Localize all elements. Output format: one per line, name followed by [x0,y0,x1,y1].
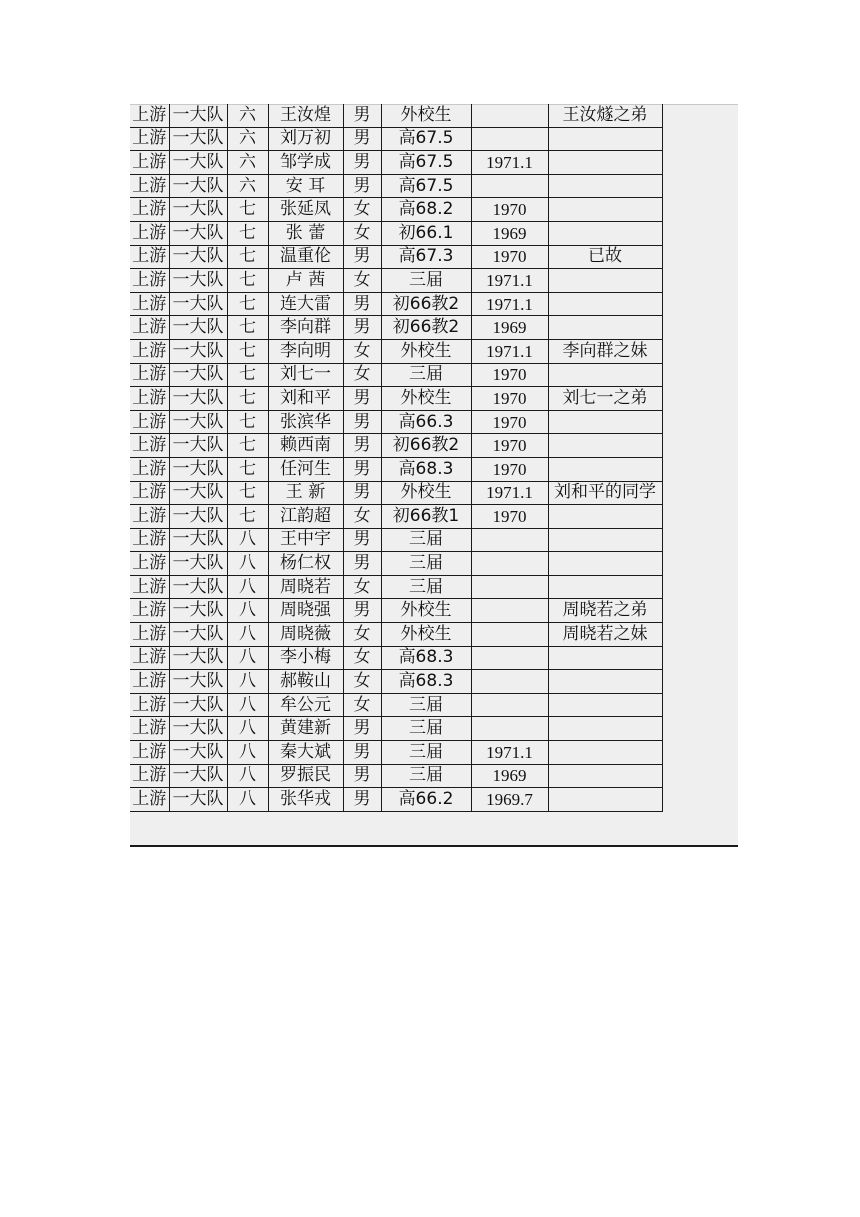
brigade-cell: 一大队 [169,599,227,623]
team-cell: 六 [227,151,268,175]
name-cell: 安 耳 [268,174,343,198]
commune-cell: 上游 [130,387,169,411]
note-cell [548,221,662,245]
brigade-cell: 一大队 [169,387,227,411]
note-cell [548,151,662,175]
brigade-cell: 一大队 [169,693,227,717]
school-class-cell: 外校生 [381,339,471,363]
team-cell: 七 [227,269,268,293]
team-cell: 八 [227,646,268,670]
table-row [130,741,662,765]
name-cell: 杨仁权 [268,552,343,576]
school-class-cell: 初66教2 [381,316,471,340]
year-cell [471,599,548,623]
table-row [130,481,662,505]
year-cell [471,127,548,151]
note-cell [548,505,662,529]
table-row [130,717,662,741]
commune-cell: 上游 [130,245,169,269]
year-cell [471,623,548,647]
note-cell [548,457,662,481]
year-cell: 1970 [471,434,548,458]
note-cell [548,174,662,198]
team-cell: 七 [227,292,268,316]
commune-cell: 上游 [130,599,169,623]
table-row [130,174,662,198]
school-class-cell: 初66教2 [381,434,471,458]
brigade-cell: 一大队 [169,741,227,765]
brigade-cell: 一大队 [169,339,227,363]
table-row [130,387,662,411]
school-class-cell: 高68.3 [381,646,471,670]
roster-table [130,104,663,812]
brigade-cell: 一大队 [169,646,227,670]
year-cell [471,528,548,552]
note-cell: 李向群之妹 [548,339,662,363]
gender-cell: 男 [343,245,381,269]
gender-cell: 女 [343,670,381,694]
brigade-cell: 一大队 [169,245,227,269]
school-class-cell: 高67.5 [381,174,471,198]
team-cell: 七 [227,245,268,269]
roster-table-body [130,104,662,811]
table-row [130,363,662,387]
team-cell: 七 [227,410,268,434]
name-cell: 周晓强 [268,599,343,623]
commune-cell: 上游 [130,670,169,694]
year-cell: 1971.1 [471,269,548,293]
gender-cell: 男 [343,104,381,127]
table-row [130,788,662,812]
year-cell: 1971.1 [471,292,548,316]
year-cell [471,575,548,599]
brigade-cell: 一大队 [169,292,227,316]
gender-cell: 男 [343,316,381,340]
gender-cell: 女 [343,575,381,599]
commune-cell: 上游 [130,269,169,293]
school-class-cell: 高66.2 [381,788,471,812]
note-cell [548,198,662,222]
team-cell: 八 [227,741,268,765]
note-cell: 刘七一之弟 [548,387,662,411]
gender-cell: 女 [343,646,381,670]
gender-cell: 男 [343,717,381,741]
brigade-cell: 一大队 [169,316,227,340]
school-class-cell: 初66.1 [381,221,471,245]
gender-cell: 男 [343,481,381,505]
school-class-cell: 高68.3 [381,457,471,481]
table-row [130,575,662,599]
table-row [130,528,662,552]
brigade-cell: 一大队 [169,670,227,694]
school-class-cell: 外校生 [381,104,471,127]
gender-cell: 男 [343,457,381,481]
team-cell: 八 [227,623,268,647]
table-row [130,221,662,245]
name-cell: 江韵超 [268,505,343,529]
brigade-cell: 一大队 [169,717,227,741]
note-cell [548,741,662,765]
commune-cell: 上游 [130,127,169,151]
brigade-cell: 一大队 [169,505,227,529]
gender-cell: 男 [343,599,381,623]
brigade-cell: 一大队 [169,528,227,552]
table-row [130,292,662,316]
name-cell: 张 蕾 [268,221,343,245]
table-row [130,410,662,434]
note-cell [548,363,662,387]
team-cell: 七 [227,221,268,245]
gender-cell: 女 [343,505,381,529]
year-cell: 1971.1 [471,339,548,363]
table-row [130,505,662,529]
brigade-cell: 一大队 [169,269,227,293]
brigade-cell: 一大队 [169,457,227,481]
year-cell [471,717,548,741]
roster-sheet-photo [130,104,738,847]
name-cell: 邹学成 [268,151,343,175]
commune-cell: 上游 [130,764,169,788]
gender-cell: 男 [343,127,381,151]
name-cell: 任河生 [268,457,343,481]
team-cell: 八 [227,528,268,552]
name-cell: 李小梅 [268,646,343,670]
commune-cell: 上游 [130,575,169,599]
brigade-cell: 一大队 [169,552,227,576]
commune-cell: 上游 [130,174,169,198]
table-row [130,339,662,363]
commune-cell: 上游 [130,457,169,481]
note-cell [548,269,662,293]
year-cell: 1970 [471,363,548,387]
year-cell: 1970 [471,505,548,529]
commune-cell: 上游 [130,741,169,765]
commune-cell: 上游 [130,339,169,363]
year-cell [471,552,548,576]
school-class-cell: 高68.3 [381,670,471,694]
table-row [130,670,662,694]
table-row [130,245,662,269]
table-row [130,104,662,127]
brigade-cell: 一大队 [169,410,227,434]
school-class-cell: 三届 [381,717,471,741]
name-cell: 李向明 [268,339,343,363]
team-cell: 七 [227,363,268,387]
year-cell: 1970 [471,245,548,269]
year-cell [471,646,548,670]
brigade-cell: 一大队 [169,151,227,175]
table-row [130,693,662,717]
note-cell [548,434,662,458]
commune-cell: 上游 [130,623,169,647]
gender-cell: 女 [343,363,381,387]
gender-cell: 女 [343,269,381,293]
year-cell: 1969 [471,221,548,245]
name-cell: 刘七一 [268,363,343,387]
year-cell: 1971.1 [471,481,548,505]
school-class-cell: 外校生 [381,387,471,411]
table-row [130,198,662,222]
note-cell [548,717,662,741]
name-cell: 牟公元 [268,693,343,717]
brigade-cell: 一大队 [169,764,227,788]
gender-cell: 男 [343,151,381,175]
team-cell: 七 [227,481,268,505]
table-row [130,151,662,175]
brigade-cell: 一大队 [169,363,227,387]
commune-cell: 上游 [130,646,169,670]
commune-cell: 上游 [130,693,169,717]
brigade-cell: 一大队 [169,481,227,505]
gender-cell: 女 [343,221,381,245]
commune-cell: 上游 [130,434,169,458]
note-cell [548,528,662,552]
team-cell: 七 [227,505,268,529]
commune-cell: 上游 [130,198,169,222]
gender-cell: 女 [343,623,381,647]
note-cell [548,292,662,316]
name-cell: 刘万初 [268,127,343,151]
year-cell: 1971.1 [471,151,548,175]
sheet-bottom-line [130,845,738,847]
name-cell: 郝鞍山 [268,670,343,694]
note-cell: 刘和平的同学 [548,481,662,505]
team-cell: 六 [227,104,268,127]
year-cell [471,693,548,717]
gender-cell: 男 [343,434,381,458]
brigade-cell: 一大队 [169,221,227,245]
school-class-cell: 三届 [381,575,471,599]
name-cell: 王中宇 [268,528,343,552]
note-cell [548,788,662,812]
team-cell: 八 [227,599,268,623]
school-class-cell: 三届 [381,741,471,765]
commune-cell: 上游 [130,481,169,505]
note-cell: 王汝燧之弟 [548,104,662,127]
commune-cell: 上游 [130,788,169,812]
school-class-cell: 初66教2 [381,292,471,316]
school-class-cell: 外校生 [381,481,471,505]
name-cell: 周晓薇 [268,623,343,647]
commune-cell: 上游 [130,505,169,529]
note-cell [548,316,662,340]
name-cell: 张延凤 [268,198,343,222]
gender-cell: 男 [343,387,381,411]
table-row [130,623,662,647]
team-cell: 八 [227,670,268,694]
year-cell [471,174,548,198]
school-class-cell: 三届 [381,528,471,552]
note-cell [548,410,662,434]
table-row [130,764,662,788]
name-cell: 张华戎 [268,788,343,812]
school-class-cell: 三届 [381,552,471,576]
team-cell: 七 [227,198,268,222]
team-cell: 七 [227,316,268,340]
gender-cell: 男 [343,292,381,316]
table-row [130,269,662,293]
name-cell: 连大雷 [268,292,343,316]
gender-cell: 男 [343,764,381,788]
gender-cell: 男 [343,174,381,198]
school-class-cell: 三届 [381,363,471,387]
commune-cell: 上游 [130,221,169,245]
commune-cell: 上游 [130,363,169,387]
school-class-cell: 高67.3 [381,245,471,269]
brigade-cell: 一大队 [169,127,227,151]
commune-cell: 上游 [130,151,169,175]
school-class-cell: 三届 [381,764,471,788]
team-cell: 七 [227,339,268,363]
name-cell: 王 新 [268,481,343,505]
year-cell: 1969 [471,316,548,340]
team-cell: 八 [227,693,268,717]
team-cell: 七 [227,434,268,458]
brigade-cell: 一大队 [169,788,227,812]
table-row [130,316,662,340]
year-cell: 1970 [471,410,548,434]
brigade-cell: 一大队 [169,104,227,127]
note-cell [548,764,662,788]
table-row [130,599,662,623]
commune-cell: 上游 [130,104,169,127]
commune-cell: 上游 [130,552,169,576]
school-class-cell: 外校生 [381,623,471,647]
year-cell: 1969.7 [471,788,548,812]
gender-cell: 男 [343,552,381,576]
year-cell: 1970 [471,457,548,481]
name-cell: 周晓若 [268,575,343,599]
name-cell: 温重伦 [268,245,343,269]
note-cell: 周晓若之弟 [548,599,662,623]
name-cell: 李向群 [268,316,343,340]
commune-cell: 上游 [130,717,169,741]
note-cell [548,575,662,599]
school-class-cell: 初66教1 [381,505,471,529]
commune-cell: 上游 [130,316,169,340]
name-cell: 赖西南 [268,434,343,458]
name-cell: 罗振民 [268,764,343,788]
table-row [130,457,662,481]
note-cell [548,127,662,151]
school-class-cell: 外校生 [381,599,471,623]
gender-cell: 男 [343,410,381,434]
gender-cell: 男 [343,741,381,765]
year-cell: 1971.1 [471,741,548,765]
team-cell: 八 [227,552,268,576]
table-row [130,127,662,151]
brigade-cell: 一大队 [169,198,227,222]
year-cell: 1969 [471,764,548,788]
note-cell [548,693,662,717]
school-class-cell: 三届 [381,269,471,293]
name-cell: 卢 茜 [268,269,343,293]
name-cell: 张滨华 [268,410,343,434]
gender-cell: 男 [343,788,381,812]
school-class-cell: 高67.5 [381,127,471,151]
name-cell: 黄建新 [268,717,343,741]
school-class-cell: 高67.5 [381,151,471,175]
commune-cell: 上游 [130,292,169,316]
year-cell [471,670,548,694]
name-cell: 刘和平 [268,387,343,411]
team-cell: 六 [227,127,268,151]
year-cell: 1970 [471,198,548,222]
gender-cell: 男 [343,528,381,552]
brigade-cell: 一大队 [169,575,227,599]
brigade-cell: 一大队 [169,623,227,647]
team-cell: 八 [227,717,268,741]
name-cell: 秦大斌 [268,741,343,765]
brigade-cell: 一大队 [169,174,227,198]
note-cell: 已故 [548,245,662,269]
school-class-cell: 高66.3 [381,410,471,434]
note-cell [548,646,662,670]
note-cell: 周晓若之妹 [548,623,662,647]
brigade-cell: 一大队 [169,434,227,458]
commune-cell: 上游 [130,410,169,434]
table-row [130,552,662,576]
team-cell: 八 [227,575,268,599]
team-cell: 七 [227,387,268,411]
school-class-cell: 三届 [381,693,471,717]
note-cell [548,552,662,576]
gender-cell: 女 [343,198,381,222]
team-cell: 八 [227,788,268,812]
note-cell [548,670,662,694]
table-row [130,434,662,458]
team-cell: 六 [227,174,268,198]
year-cell [471,104,548,127]
school-class-cell: 高68.2 [381,198,471,222]
table-row [130,646,662,670]
team-cell: 八 [227,764,268,788]
gender-cell: 女 [343,339,381,363]
gender-cell: 女 [343,693,381,717]
year-cell: 1970 [471,387,548,411]
commune-cell: 上游 [130,528,169,552]
name-cell: 王汝煌 [268,104,343,127]
team-cell: 七 [227,457,268,481]
